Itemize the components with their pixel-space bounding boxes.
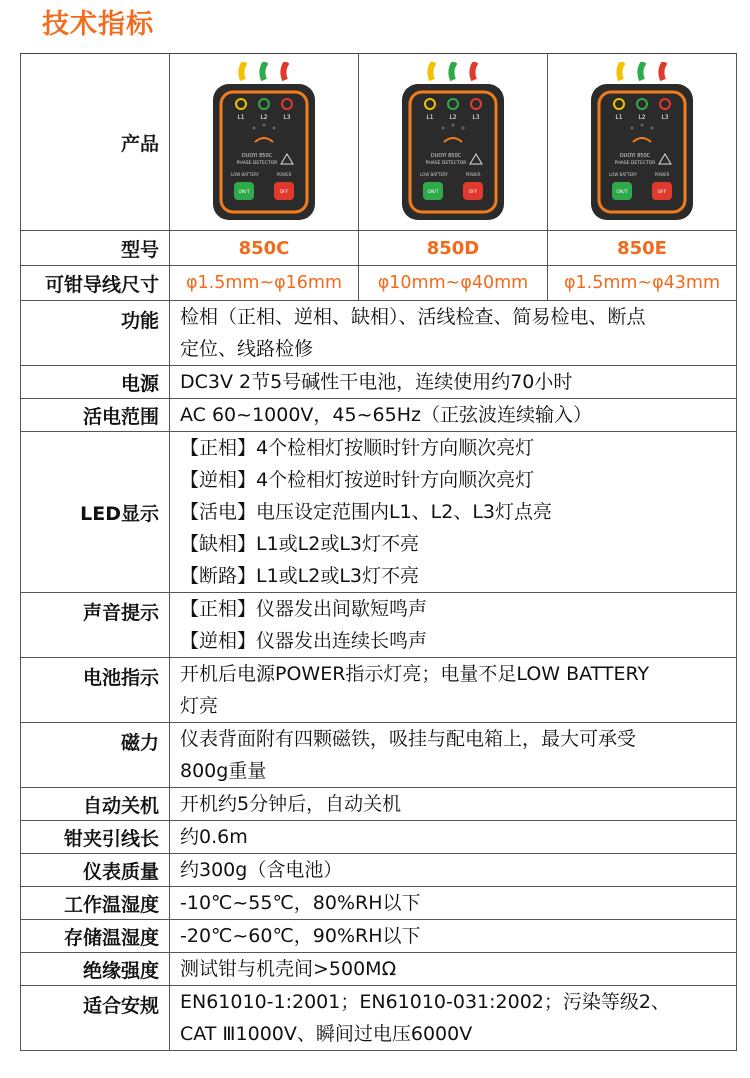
clamp-range-row bbox=[21, 266, 737, 301]
svg-text:DUOYI 850C: DUOYI 850C bbox=[619, 153, 651, 159]
insulation-row bbox=[21, 953, 737, 986]
compliance-value bbox=[170, 986, 737, 1051]
weight-value: 约300g（含电池） bbox=[170, 854, 737, 887]
insulation-value: 测试钳与机壳间>500MΩ bbox=[170, 953, 737, 986]
function-value bbox=[170, 301, 737, 366]
svg-text:OFF: OFF bbox=[657, 190, 667, 195]
svg-text:POWER: POWER bbox=[276, 172, 292, 177]
function-label: 功能 bbox=[21, 301, 170, 366]
product-image-cell bbox=[548, 54, 737, 231]
model-value: 850E bbox=[548, 231, 737, 266]
battery-line: 开机后电源POWER指示灯亮；电量不足LOW BATTERY bbox=[180, 663, 650, 685]
battery-label: 电池指示 bbox=[21, 658, 170, 723]
work-temp-value: -10℃~55℃，80%RH以下 bbox=[170, 887, 737, 920]
svg-text:L2: L2 bbox=[449, 114, 457, 121]
function-row bbox=[21, 301, 737, 366]
led-value bbox=[170, 432, 737, 593]
live-range-value: AC 60~1000V，45~65Hz（正弦波连续输入） bbox=[170, 399, 737, 432]
svg-text:L3: L3 bbox=[472, 114, 480, 121]
model-value: 850C bbox=[170, 231, 359, 266]
spec-table bbox=[20, 53, 737, 1051]
svg-text:LOW BATTERY: LOW BATTERY bbox=[420, 172, 448, 177]
model-label: 型号 bbox=[21, 231, 170, 266]
phase-detector-image bbox=[398, 62, 508, 222]
magnet-line: 800g重量 bbox=[180, 760, 267, 782]
led-label: LED显示 bbox=[21, 432, 170, 593]
auto-off-row bbox=[21, 788, 737, 821]
sound-line: 【逆相】仪器发出连续长鸣声 bbox=[180, 630, 428, 652]
led-line: 【断路】L1或L2或L3灯不亮 bbox=[180, 565, 420, 587]
svg-text:L2: L2 bbox=[638, 114, 646, 121]
led-line: 【正相】4个检相灯按顺时针方向顺次亮灯 bbox=[180, 437, 535, 459]
svg-text:DUOYI 850C: DUOYI 850C bbox=[430, 153, 462, 159]
clamp-range-label: 可钳导线尺寸 bbox=[21, 266, 170, 301]
sound-row bbox=[21, 593, 737, 658]
work-temp-label: 工作温湿度 bbox=[21, 887, 170, 920]
svg-text:LOW BATTERY: LOW BATTERY bbox=[231, 172, 259, 177]
svg-text:DUOYI 850C: DUOYI 850C bbox=[241, 153, 273, 159]
clamp-range-value: φ1.5mm~φ43mm bbox=[548, 266, 737, 301]
power-value: DC3V 2节5号碱性干电池，连续使用约70小时 bbox=[170, 366, 737, 399]
function-line: 定位、线路检修 bbox=[180, 338, 314, 360]
magnet-line: 仪表背面附有四颗磁铁，吸挂与配电箱上，最大可承受 bbox=[180, 728, 637, 750]
sound-label: 声音提示 bbox=[21, 593, 170, 658]
model-row bbox=[21, 231, 737, 266]
svg-text:ON/T: ON/T bbox=[616, 190, 628, 195]
svg-text:L2: L2 bbox=[260, 114, 268, 121]
svg-text:OFF: OFF bbox=[279, 190, 289, 195]
battery-line: 灯亮 bbox=[180, 695, 219, 717]
auto-off-label: 自动关机 bbox=[21, 788, 170, 821]
model-value: 850D bbox=[359, 231, 548, 266]
svg-text:LOW BATTERY: LOW BATTERY bbox=[609, 172, 637, 177]
svg-text:L1: L1 bbox=[426, 114, 434, 121]
work-temp-row bbox=[21, 887, 737, 920]
lead-length-label: 钳夹引线长 bbox=[21, 821, 170, 854]
clamp-range-value: φ1.5mm~φ16mm bbox=[170, 266, 359, 301]
svg-text:L1: L1 bbox=[615, 114, 623, 121]
svg-text:POWER: POWER bbox=[465, 172, 481, 177]
svg-text:OFF: OFF bbox=[468, 190, 478, 195]
svg-text:L3: L3 bbox=[661, 114, 669, 121]
product-image-cell bbox=[359, 54, 548, 231]
power-label: 电源 bbox=[21, 366, 170, 399]
svg-text:POWER: POWER bbox=[654, 172, 670, 177]
svg-text:PHASE DETECTOR: PHASE DETECTOR bbox=[614, 161, 656, 166]
compliance-line: EN61010-1:2001；EN61010-031:2002；污染等级2、 bbox=[180, 991, 670, 1013]
led-line: 【缺相】L1或L2或L3灯不亮 bbox=[180, 533, 420, 555]
weight-row bbox=[21, 854, 737, 887]
led-row bbox=[21, 432, 737, 593]
product-image-cell bbox=[170, 54, 359, 231]
svg-text:PHASE DETECTOR: PHASE DETECTOR bbox=[425, 161, 467, 166]
phase-detector-image bbox=[587, 62, 697, 222]
battery-value bbox=[170, 658, 737, 723]
lead-length-value: 约0.6m bbox=[170, 821, 737, 854]
compliance-label: 适合安规 bbox=[21, 986, 170, 1051]
magnet-value bbox=[170, 723, 737, 788]
magnet-label: 磁力 bbox=[21, 723, 170, 788]
storage-temp-value: -20℃~60℃，90%RH以下 bbox=[170, 920, 737, 953]
svg-text:ON/T: ON/T bbox=[238, 190, 250, 195]
svg-text:L1: L1 bbox=[237, 114, 245, 121]
storage-temp-row bbox=[21, 920, 737, 953]
insulation-label: 绝缘强度 bbox=[21, 953, 170, 986]
phase-detector-image bbox=[209, 62, 319, 222]
led-line: 【逆相】4个检相灯按逆时针方向顺次亮灯 bbox=[180, 469, 535, 491]
sound-value bbox=[170, 593, 737, 658]
power-row bbox=[21, 366, 737, 399]
clamp-range-value: φ10mm~φ40mm bbox=[359, 266, 548, 301]
live-range-label: 活电范围 bbox=[21, 399, 170, 432]
sound-line: 【正相】仪器发出间歇短鸣声 bbox=[180, 598, 428, 620]
product-label: 产品 bbox=[21, 54, 170, 231]
compliance-line: CAT Ⅲ1000V、瞬间过电压6000V bbox=[180, 1023, 473, 1045]
led-line: 【活电】电压设定范围内L1、L2、L3灯点亮 bbox=[180, 501, 553, 523]
product-row bbox=[21, 54, 737, 231]
page-title: 技术指标 bbox=[42, 9, 154, 40]
lead-length-row bbox=[21, 821, 737, 854]
function-line: 检相（正相、逆相、缺相）、活线检查、简易检电、断点 bbox=[180, 306, 646, 328]
live-range-row bbox=[21, 399, 737, 432]
storage-temp-label: 存储温湿度 bbox=[21, 920, 170, 953]
weight-label: 仪表质量 bbox=[21, 854, 170, 887]
battery-row bbox=[21, 658, 737, 723]
svg-text:L3: L3 bbox=[283, 114, 291, 121]
magnet-row bbox=[21, 723, 737, 788]
auto-off-value: 开机约5分钟后，自动关机 bbox=[170, 788, 737, 821]
compliance-row bbox=[21, 986, 737, 1051]
svg-text:ON/T: ON/T bbox=[427, 190, 439, 195]
svg-text:PHASE DETECTOR: PHASE DETECTOR bbox=[236, 161, 278, 166]
